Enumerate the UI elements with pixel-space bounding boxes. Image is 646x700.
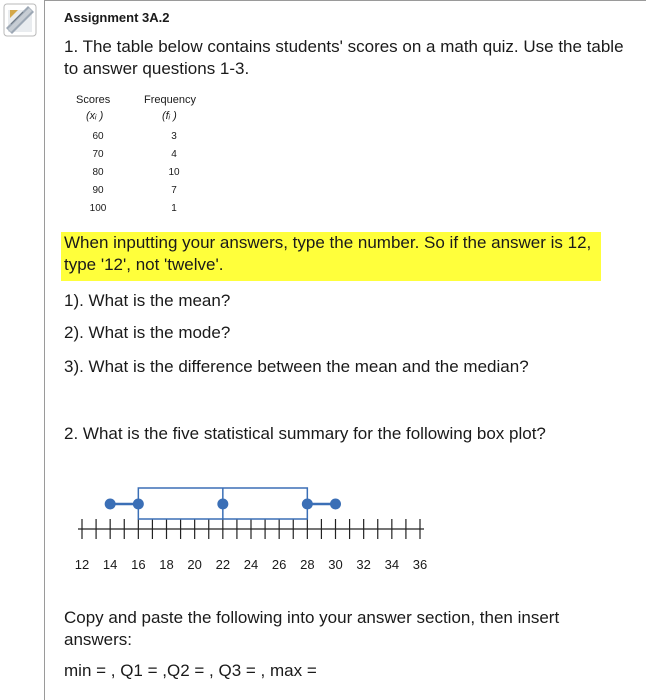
table-cell-frequency: 10 <box>168 167 180 178</box>
table-subheader-frequency: (fᵢ ) <box>162 110 177 122</box>
axis-tick-label: 24 <box>243 557 259 572</box>
table-header-scores: Scores <box>76 94 111 106</box>
box-plot-point-median <box>217 499 228 510</box>
box-plot-point-min <box>105 499 116 510</box>
frame-top-border <box>44 0 646 1</box>
box-plot-point-max <box>330 499 341 510</box>
answer-template: min = , Q1 = ,Q2 = , Q3 = , max = <box>64 661 317 680</box>
question-1-intro: 1. The table below contains students' scores on a math quiz. Use the table to answer questions 1-3. <box>64 37 624 78</box>
table-cell-score: 60 <box>92 131 104 142</box>
axis-tick-label: 22 <box>215 557 231 572</box>
table-cell-frequency: 3 <box>171 131 177 142</box>
sub-question-mode: 2). What is the mode? <box>64 323 231 342</box>
table-cell-frequency: 7 <box>171 185 177 196</box>
frame-left-border <box>44 0 45 700</box>
sub-question-mean-median-difference: 3). What is the difference between the mean and the median? <box>64 357 529 376</box>
box-plot-box <box>138 488 307 519</box>
course-badge-icon <box>2 2 38 38</box>
box-plot-point-q1 <box>133 499 144 510</box>
axis-tick-label: 18 <box>159 557 174 572</box>
input-instruction: When inputting your answers, type the number. So if the answer is 12, type '12', not 'twelve'. <box>64 233 592 274</box>
axis-tick-label: 20 <box>187 557 202 572</box>
axis-tick-label: 32 <box>356 557 371 572</box>
table-cell-score: 100 <box>89 203 107 214</box>
box-plot-point-q3 <box>302 499 313 510</box>
axis-tick-label: 16 <box>131 557 146 572</box>
table-header-frequency: Frequency <box>144 94 196 106</box>
table-subheader-scores: (xᵢ ) <box>86 110 104 122</box>
axis-tick-label: 34 <box>384 557 400 572</box>
question-2-prompt: 2. What is the five statistical summary for the following box plot? <box>64 424 546 443</box>
axis-tick-label: 36 <box>412 557 428 572</box>
axis-tick-label: 12 <box>74 557 90 572</box>
table-cell-frequency: 4 <box>171 149 177 160</box>
axis-tick-label: 28 <box>300 557 315 572</box>
copy-instruction: Copy and paste the following into your answer section, then insert answers: <box>64 608 560 649</box>
assignment-title: Assignment 3A.2 <box>64 10 170 25</box>
table-cell-score: 90 <box>92 185 104 196</box>
table-cell-frequency: 1 <box>171 203 177 214</box>
sub-question-mean: 1). What is the mean? <box>64 291 231 310</box>
axis-tick-label: 14 <box>102 557 118 572</box>
table-cell-score: 70 <box>92 149 104 160</box>
table-cell-score: 80 <box>92 167 104 178</box>
axis-tick-label: 26 <box>271 557 287 572</box>
axis-tick-label: 30 <box>328 557 343 572</box>
